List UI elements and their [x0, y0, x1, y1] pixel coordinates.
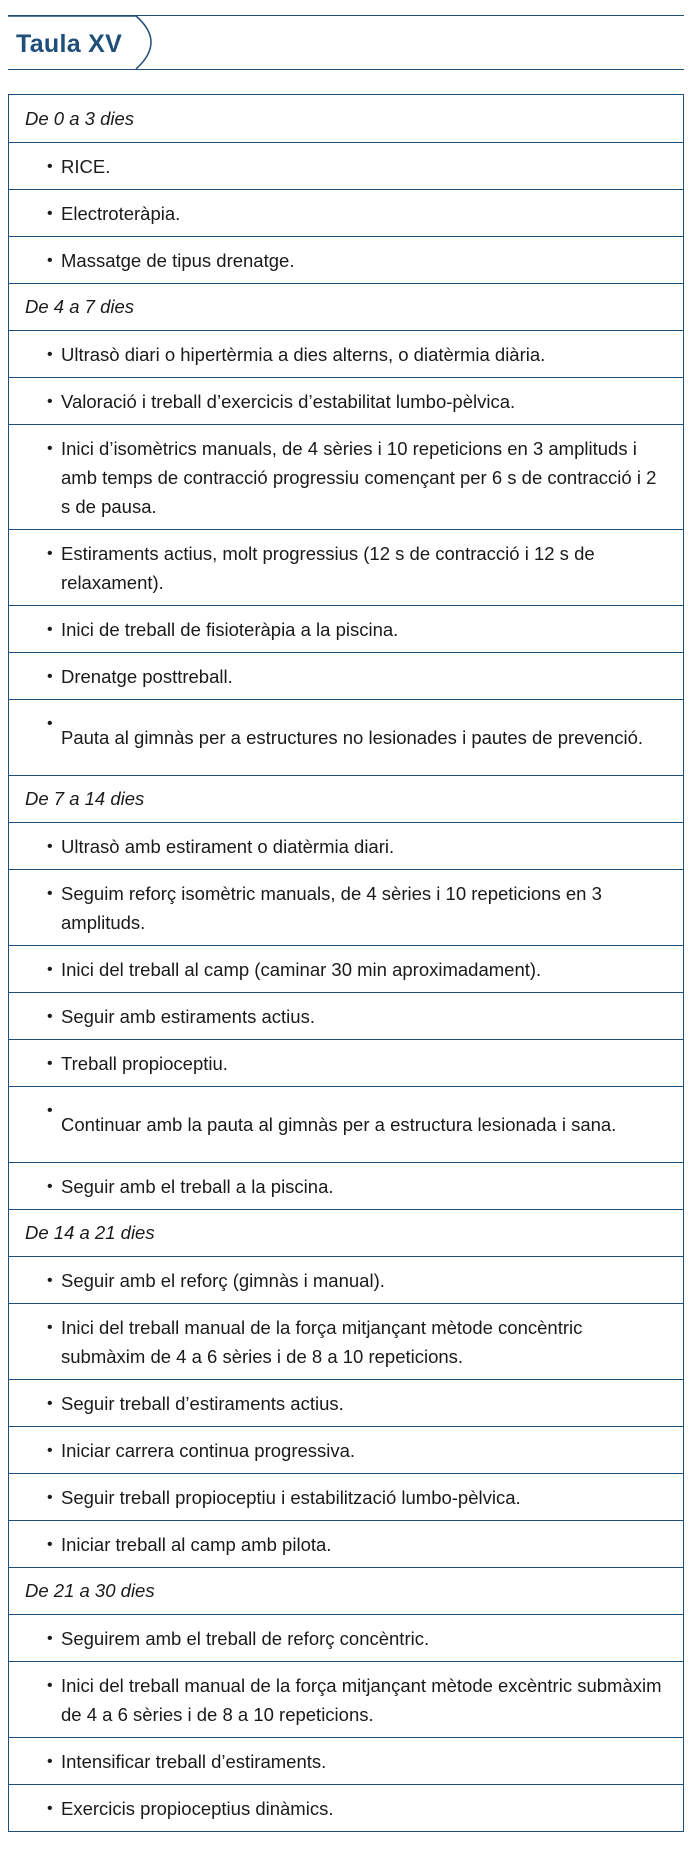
list-item — [9, 1661, 683, 1737]
list-item — [9, 330, 683, 377]
list-item — [9, 869, 683, 945]
section-heading — [9, 1209, 683, 1256]
list-item — [9, 1162, 683, 1209]
bullet-icon: • — [47, 157, 53, 175]
list-item-text: Inici del treball al camp (caminar 30 min aproximadament). — [61, 958, 542, 980]
list-item-text: Seguir amb el treball a la piscina. — [61, 1175, 334, 1197]
bullet-icon: • — [47, 1054, 53, 1072]
section-heading — [9, 283, 683, 330]
list-item — [9, 1426, 683, 1473]
list-item — [9, 822, 683, 869]
bullet-icon: • — [47, 1319, 53, 1336]
bullet-icon: • — [47, 1007, 53, 1025]
list-item-text: Massatge de tipus drenatge. — [61, 249, 295, 271]
section-heading — [9, 775, 683, 822]
list-item — [9, 424, 683, 529]
bullet-icon: • — [47, 204, 53, 222]
list-item — [9, 1614, 683, 1661]
bullet-icon: • — [47, 1394, 53, 1412]
list-item-text: Seguir amb el reforç (gimnàs i manual). — [61, 1269, 385, 1291]
list-item — [9, 1737, 683, 1784]
list-item-text: Iniciar treball al camp amb pilota. — [61, 1533, 332, 1555]
list-item-text: Inici del treball manual de la força mitjançant mètode excèntric submàxim de 4 a 6 sèries i de 8 a 10 repeticions. — [61, 1674, 662, 1725]
list-item — [9, 1520, 683, 1567]
list-item-text: Seguir amb estiraments actius. — [61, 1005, 315, 1027]
list-item — [9, 1256, 683, 1303]
bullet-icon: • — [47, 1752, 53, 1770]
list-item — [9, 1379, 683, 1426]
list-item-text: Electroteràpia. — [61, 202, 181, 224]
bullet-icon: • — [47, 1177, 53, 1195]
list-item-text: Seguirem amb el treball de reforç concèntric. — [61, 1627, 430, 1649]
list-item-text: Inici de treball de fisioteràpia a la piscina. — [61, 618, 399, 640]
list-item — [9, 1303, 683, 1379]
list-item-text: Intensificar treball d’estiraments. — [61, 1750, 327, 1772]
bullet-icon: • — [47, 1677, 53, 1694]
bullet-icon: • — [47, 667, 53, 685]
title-underline — [8, 69, 684, 70]
list-item-text: Estiraments actius, molt progressius (12 s de contracció i 12 s de relaxament). — [61, 542, 595, 593]
list-item-text: Treball propioceptiu. — [61, 1052, 228, 1074]
bullet-icon: • — [47, 960, 53, 978]
bullet-icon: • — [47, 440, 53, 457]
list-item — [9, 1784, 683, 1831]
bullet-icon: • — [47, 1441, 53, 1459]
section-heading-text: De 7 a 14 dies — [25, 788, 145, 809]
section-heading — [9, 95, 683, 142]
list-item-text: Exercicis propioceptius dinàmics. — [61, 1797, 334, 1819]
section-heading-text: De 4 a 7 dies — [25, 296, 135, 317]
list-item-text: Seguir treball d’estiraments actius. — [61, 1392, 344, 1414]
list-item — [9, 699, 683, 775]
list-item — [9, 529, 683, 605]
bullet-icon: • — [47, 1488, 53, 1506]
list-item — [9, 992, 683, 1039]
list-item-text: Pauta al gimnàs per a estructures no lesionades i pautes de prevenció. — [61, 727, 644, 748]
list-item — [9, 189, 683, 236]
bullet-icon: • — [47, 837, 53, 855]
list-item-text: Ultrasò diari o hipertèrmia a dies alterns, o diatèrmia diària. — [61, 343, 546, 365]
bullet-icon: • — [47, 1102, 53, 1119]
list-item — [9, 945, 683, 992]
bullet-icon: • — [47, 715, 53, 732]
bullet-icon: • — [47, 885, 53, 902]
bullet-icon: • — [47, 1629, 53, 1647]
protocol-table — [8, 94, 684, 1832]
bullet-icon: • — [47, 345, 53, 363]
list-item-text: Inici d’isomètrics manuals, de 4 sèries i 10 repeticions en 3 amplituds i amb temps de contracció progressiu començant per 6 s de contracció i 2 s de pausa. — [61, 437, 657, 517]
list-item-text: Ultrasò amb estirament o diatèrmia diari. — [61, 835, 395, 857]
list-item-text: Seguir treball propioceptiu i estabilització lumbo-pèlvica. — [61, 1486, 521, 1508]
list-item — [9, 652, 683, 699]
bullet-icon: • — [47, 251, 53, 269]
list-item-text: Drenatge posttreball. — [61, 665, 233, 687]
list-item-text: Continuar amb la pauta al gimnàs per a estructura lesionada i sana. — [61, 1114, 617, 1135]
list-item — [9, 377, 683, 424]
section-heading — [9, 1567, 683, 1614]
section-heading-text: De 14 a 21 dies — [25, 1222, 155, 1243]
list-item-text: RICE. — [61, 155, 111, 177]
list-item-text: Seguim reforç isomètric manuals, de 4 sèries i 10 repeticions en 3 amplituds. — [61, 882, 602, 933]
bullet-icon: • — [47, 1535, 53, 1553]
list-item — [9, 1039, 683, 1086]
bullet-icon: • — [47, 1271, 53, 1289]
list-item-text: Iniciar carrera continua progressiva. — [61, 1439, 356, 1461]
list-item — [9, 1473, 683, 1520]
section-heading-text: De 0 a 3 dies — [25, 107, 135, 129]
list-item-text: Inici del treball manual de la força mitjançant mètode concèntric submàxim de 4 a 6 sèries i de 8 a 10 repeticions. — [61, 1316, 583, 1367]
list-item — [9, 236, 683, 283]
list-item — [9, 605, 683, 652]
table-title: Taula XV — [16, 30, 123, 58]
list-item-text: Valoració i treball d’exercicis d’estabilitat lumbo-pèlvica. — [61, 390, 516, 412]
list-item — [9, 1086, 683, 1162]
bullet-icon: • — [47, 1799, 53, 1817]
bullet-icon: • — [47, 545, 53, 562]
bullet-icon: • — [47, 392, 53, 410]
bullet-icon: • — [47, 620, 53, 638]
section-heading-text: De 21 a 30 dies — [25, 1580, 155, 1601]
list-item — [9, 142, 683, 189]
